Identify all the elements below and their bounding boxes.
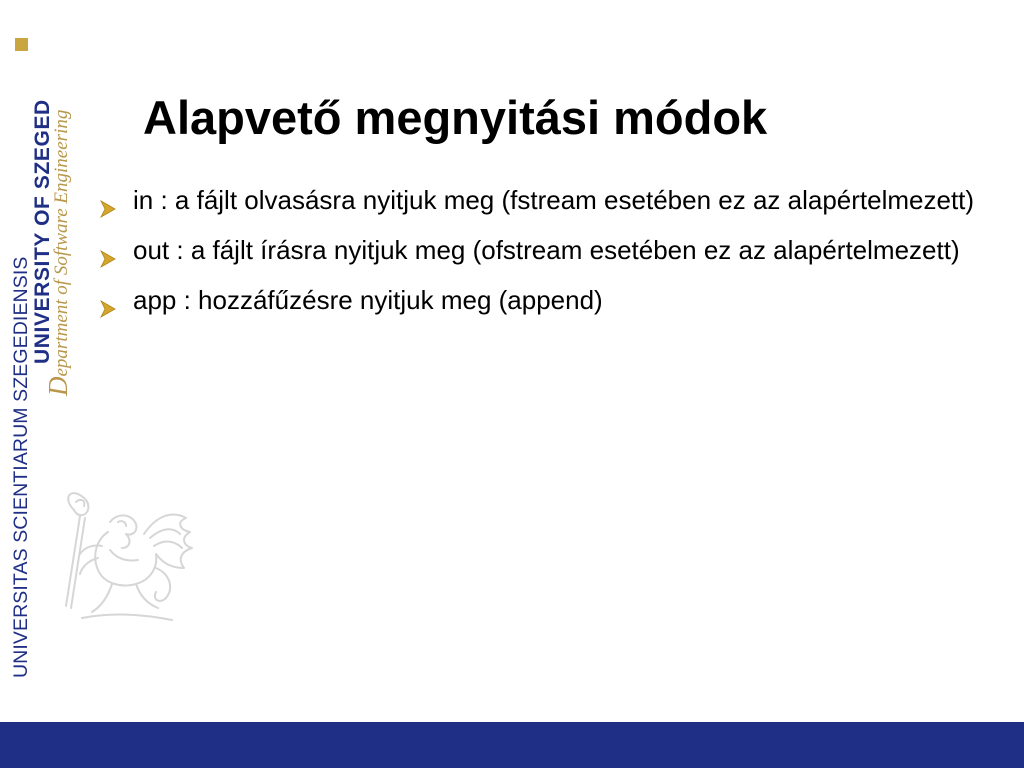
department-initial: D (43, 376, 73, 396)
list-item (98, 231, 978, 269)
slide-title: Alapvető megnyitási módok (143, 91, 768, 144)
list-item (98, 281, 978, 319)
arrow-bullet-icon (98, 291, 118, 311)
university-latin-name: UNIVERSITAS SCIENTIARUM SZEGEDIENSIS (10, 256, 32, 678)
bullet-text: app : hozzáfűzésre nyitjuk meg (append) (133, 285, 603, 315)
department-name (45, 110, 72, 396)
bullet-text: out : a fájlt írásra nyitjuk meg (ofstream esetében ez az alapértelmezett) (133, 235, 960, 265)
list-item (98, 181, 978, 219)
arrow-bullet-icon (98, 191, 118, 211)
arrow-bullet-icon (98, 241, 118, 261)
university-english-name: UNIVERSITY OF SZEGED (31, 99, 54, 364)
footer-band (0, 722, 1024, 768)
bullet-list (98, 181, 978, 331)
side-branding (0, 0, 90, 720)
department-name-rest: epartment of Software Engineering (51, 109, 72, 377)
griffin-crest-icon (52, 488, 197, 633)
bullet-text: in : a fájlt olvasásra nyitjuk meg (fstream esetében ez az alapértelmezett) (133, 185, 975, 215)
